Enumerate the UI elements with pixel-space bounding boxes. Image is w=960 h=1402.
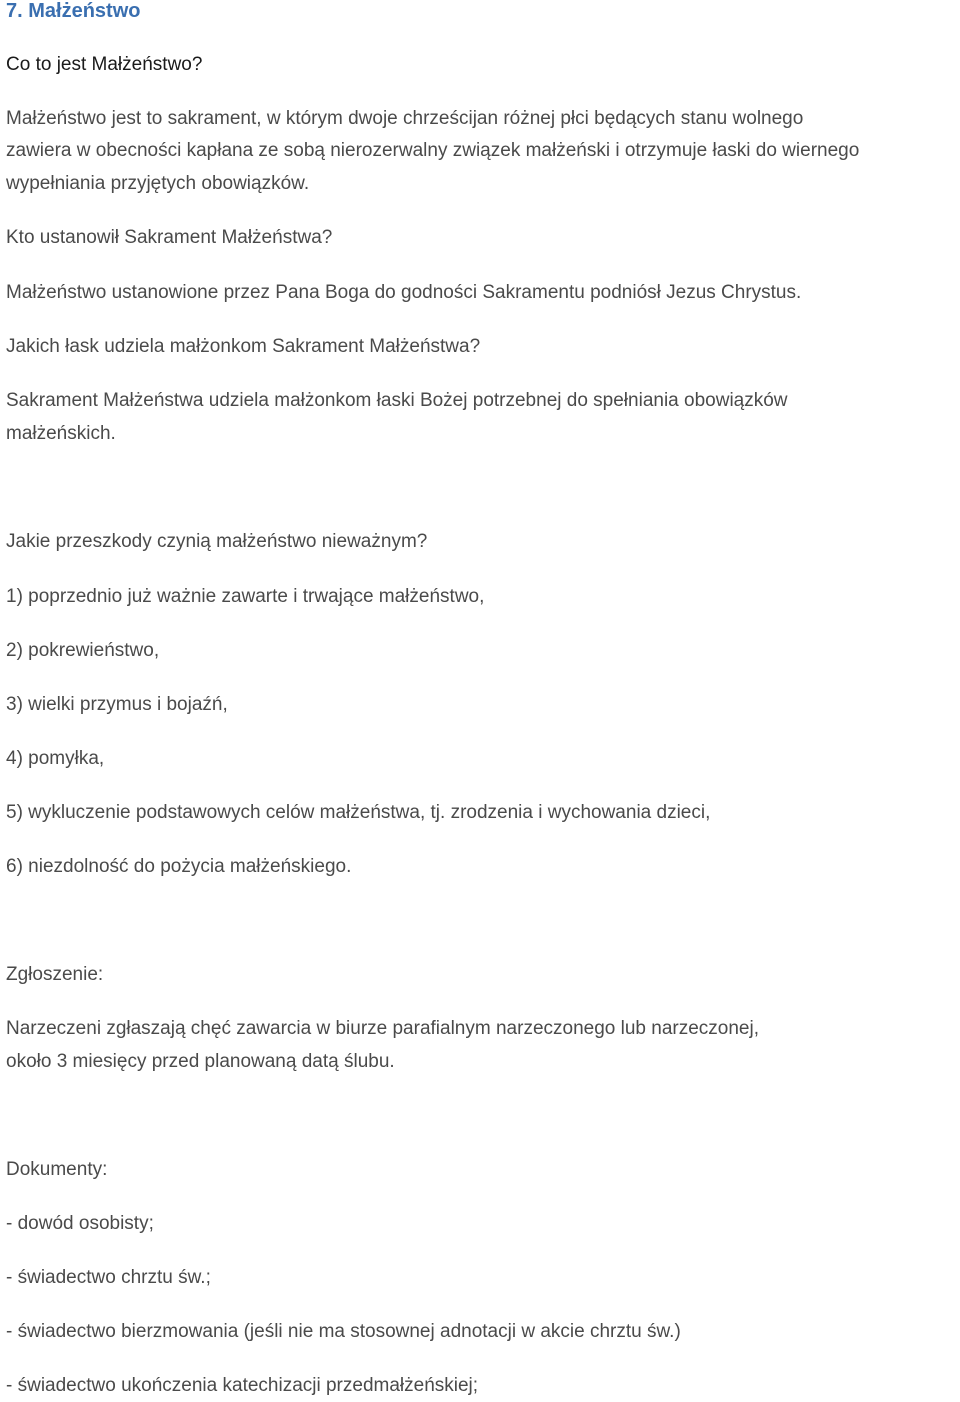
impediment-item: 6) niezdolność do pożycia małżeńskiego.	[6, 856, 352, 877]
registration-heading: Zgłoszenie:	[6, 964, 104, 985]
registration-text-line-1: Narzeczeni zgłaszają chęć zawarcia w biurze parafialnym narzeczonego lub narzeczonej,	[6, 1018, 759, 1039]
question-impediments: Jakie przeszkody czynią małżeństwo nieważnym?	[6, 531, 428, 552]
question-what-is-marriage: Co to jest Małżeństwo?	[6, 54, 203, 75]
document-item: - świadectwo ukończenia katechizacji przedmałżeńskiej;	[6, 1375, 479, 1396]
impediment-item: 1) poprzednio już ważnie zawarte i trwające małżeństwo,	[6, 586, 485, 607]
question-who-established: Kto ustanowił Sakrament Małżeństwa?	[6, 227, 333, 248]
answer-graces-line-2: małżeńskich.	[6, 423, 116, 444]
document-item: - dowód osobisty;	[6, 1213, 154, 1234]
question-graces: Jakich łask udziela małżonkom Sakrament Małżeństwa?	[6, 336, 481, 357]
impediment-item: 3) wielki przymus i bojaźń,	[6, 694, 228, 715]
impediment-item: 4) pomyłka,	[6, 748, 105, 769]
document-item: - świadectwo bierzmowania (jeśli nie ma stosownej adnotacji w akcie chrztu św.)	[6, 1321, 681, 1342]
answer-what-is-marriage-line-2: zawiera w obecności kapłana ze sobą nierozerwalny związek małżeński i otrzymuje łaski do wiernego	[6, 140, 860, 161]
documents-heading: Dokumenty:	[6, 1159, 108, 1180]
document-title: 7. Małżeństwo	[6, 0, 141, 22]
answer-what-is-marriage-line-3: wypełniania przyjętych obowiązków.	[6, 173, 310, 194]
answer-graces-line-1: Sakrament Małżeństwa udziela małżonkom łaski Bożej potrzebnej do spełniania obowiązków	[6, 390, 788, 411]
answer-who-established: Małżeństwo ustanowione przez Pana Boga do godności Sakramentu podniósł Jezus Chrystus.	[6, 282, 802, 303]
registration-text-line-2: około 3 miesięcy przed planowaną datą ślubu.	[6, 1051, 395, 1072]
document-item: - świadectwo chrztu św.;	[6, 1267, 211, 1288]
answer-what-is-marriage-line-1: Małżeństwo jest to sakrament, w którym dwoje chrześcijan różnej płci będących stanu wolnego	[6, 108, 804, 129]
impediment-item: 2) pokrewieństwo,	[6, 640, 160, 661]
impediment-item: 5) wykluczenie podstawowych celów małżeństwa, tj. zrodzenia i wychowania dzieci,	[6, 802, 711, 823]
